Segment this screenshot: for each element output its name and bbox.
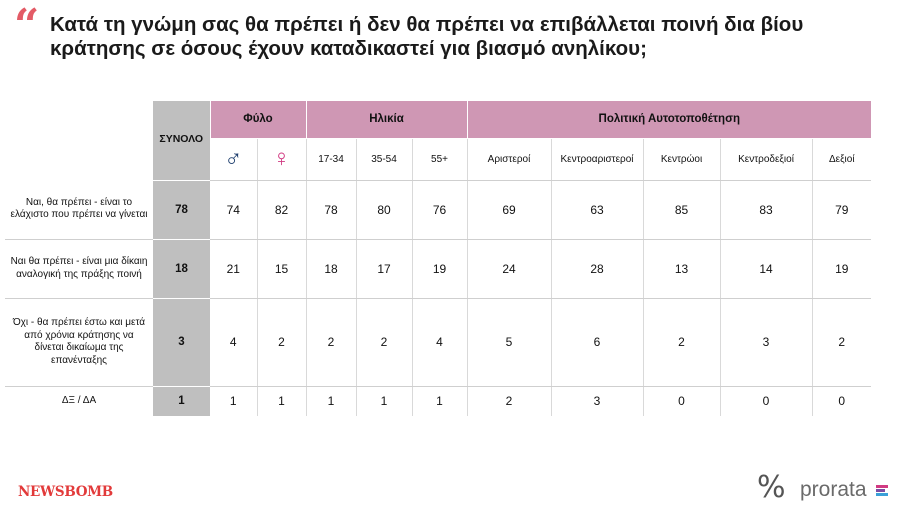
subheader-age-55-plus: 55+ [412,138,467,180]
cell-value: 1 [257,386,306,416]
group-header-age: Ηλικία [306,101,467,138]
cell-value: 82 [257,180,306,239]
header-row-subgroups [5,138,871,180]
total-value: 78 [153,180,210,239]
cell-value: 15 [257,239,306,298]
female-icon: ♀ [257,138,306,180]
cell-value: 0 [643,386,720,416]
cell-value: 78 [306,180,356,239]
row-label: Ναι, θα πρέπει - είναι το ελάχιστο που πρέπει να γίνεται [5,180,153,239]
cell-value: 4 [210,298,257,386]
cell-value: 13 [643,239,720,298]
cell-value: 3 [551,386,643,416]
cell-value: 85 [643,180,720,239]
corner-cell [5,101,153,138]
cell-value: 24 [467,239,551,298]
cell-value: 2 [257,298,306,386]
subheader-age-17-34: 17-34 [306,138,356,180]
cell-value: 1 [306,386,356,416]
survey-question-title: Κατά τη γνώμη σας θα πρέπει ή δεν θα πρέπει να επιβάλλεται ποινή δια βίου κράτησης σε όσους έχουν καταδικαστεί για βιασμό ανηλίκου; [50,13,804,60]
cell-value: 2 [812,298,871,386]
total-value: 3 [153,298,210,386]
cell-value: 3 [720,298,812,386]
cell-value: 4 [412,298,467,386]
cell-value: 83 [720,180,812,239]
subheader-age-35-54: 35-54 [356,138,412,180]
prorata-logo: prorata [800,478,867,501]
cell-value: 2 [356,298,412,386]
group-header-political: Πολιτική Αυτοτοποθέτηση [467,101,871,138]
row-label: ΔΞ / ΔΑ [61,395,97,406]
table-row [5,239,871,298]
table-row [5,386,871,416]
cell-value: 74 [210,180,257,239]
subheader-right: Δεξιοί [812,138,871,180]
cell-value: 2 [467,386,551,416]
subheader-center-right: Κεντροδεξιοί [720,138,812,180]
cell-value: 2 [306,298,356,386]
header-row-groups [5,101,871,138]
total-value: 1 [153,386,210,416]
cell-value: 6 [551,298,643,386]
cell-value: 0 [812,386,871,416]
cell-value: 28 [551,239,643,298]
prorata-bars-icon [876,484,890,498]
male-icon: ♂ [210,138,257,180]
cell-value: 63 [551,180,643,239]
cell-value: 14 [720,239,812,298]
results-table [5,101,871,416]
cell-value: 1 [412,386,467,416]
total-value: 18 [153,239,210,298]
cell-value: 76 [412,180,467,239]
cell-value: 18 [306,239,356,298]
corner-cell-lower [5,138,153,180]
subheader-center: Κεντρώοι [643,138,720,180]
row-label: Όχι - θα πρέπει έστω και μετά από χρόνια κράτησης να δίνεται δικαίωμα της επανένταξης [5,298,153,386]
cell-value: 1 [229,394,237,409]
total-header: ΣΥΝΟΛΟ [153,101,210,180]
cell-value: 0 [720,386,812,416]
cell-value: 19 [412,239,467,298]
subheader-left: Αριστεροί [467,138,551,180]
cell-value: 19 [812,239,871,298]
cell-value: 17 [356,239,412,298]
table-row [5,180,871,239]
cell-value: 69 [467,180,551,239]
group-header-gender: Φύλο [210,101,306,138]
table-row [5,298,871,386]
cell-value: 21 [210,239,257,298]
cell-value: 1 [356,386,412,416]
cell-value: 79 [812,180,871,239]
row-label: Ναι θα πρέπει - είναι μια δίκαιη αναλογική της πράξης ποινή [5,239,153,298]
cell-value: 5 [467,298,551,386]
cell-value: 80 [356,180,412,239]
newsbomb-logo: NEWSBOMB [18,484,113,500]
cell-value: 2 [643,298,720,386]
quote-mark: “ [14,0,40,51]
subheader-center-left: Κεντροαριστεροί [551,138,643,180]
percent-icon: % [757,470,786,505]
